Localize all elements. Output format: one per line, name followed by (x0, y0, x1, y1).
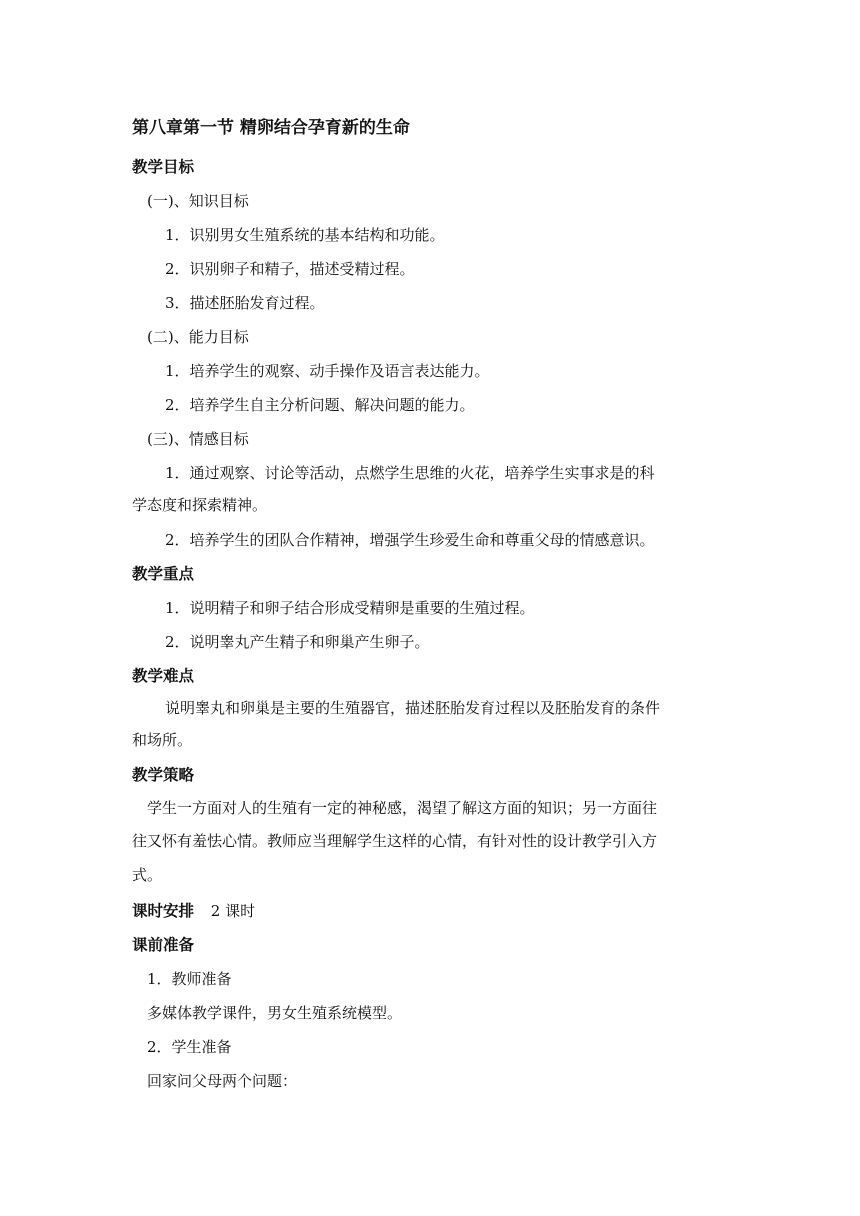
difficulties-heading: 教学难点 (132, 667, 195, 685)
emotion-item-1-line-2: 学态度和探索精神。 (132, 496, 268, 514)
strategy-line-3: 式。 (132, 866, 163, 884)
knowledge-item: 3．描述胚胎发育过程。 (165, 294, 325, 312)
knowledge-heading: (一)、知识目标 (147, 192, 249, 210)
knowledge-item: 1．识别男女生殖系统的基本结构和功能。 (165, 226, 445, 244)
student-prep-heading: 2．学生准备 (147, 1038, 232, 1056)
student-prep-text: 回家问父母两个问题： (147, 1072, 298, 1090)
document-title: 第八章第一节 精卵结合孕育新的生命 (132, 118, 410, 138)
teacher-prep-text: 多媒体教学课件，男女生殖系统模型。 (147, 1004, 403, 1022)
ability-item: 1．培养学生的观察、动手操作及语言表达能力。 (165, 362, 490, 380)
difficulties-line-2: 和场所。 (132, 731, 193, 749)
emotion-heading: (三)、情感目标 (147, 430, 249, 448)
emotion-item-1-line-1: 1．通过观察、讨论等活动，点燃学生思维的火花，培养学生实事求是的科 (165, 464, 655, 482)
strategy-line-2: 往又怀有羞怯心情。教师应当理解学生这样的心情，有针对性的设计教学引入方 (132, 832, 658, 850)
key-point-item: 2．说明睾丸产生精子和卵巢产生卵子。 (165, 633, 430, 651)
difficulties-line-1: 说明睾丸和卵巢是主要的生殖器官，描述胚胎发育过程以及胚胎发育的条件 (165, 699, 661, 717)
schedule-value: 2 课时 (210, 902, 256, 920)
key-point-item: 1．说明精子和卵子结合形成受精卵是重要的生殖过程。 (165, 599, 535, 617)
knowledge-item: 2．识别卵子和精子，描述受精过程。 (165, 260, 415, 278)
strategy-heading: 教学策略 (132, 766, 195, 784)
preparation-heading: 课前准备 (132, 936, 195, 954)
ability-heading: (二)、能力目标 (147, 328, 249, 346)
ability-item: 2．培养学生自主分析问题、解决问题的能力。 (165, 396, 475, 414)
objectives-heading: 教学目标 (132, 158, 195, 176)
schedule-heading: 课时安排 (132, 902, 195, 920)
schedule-row (132, 900, 255, 922)
key-points-heading: 教学重点 (132, 565, 195, 583)
strategy-line-1: 学生一方面对人的生殖有一定的神秘感，渴望了解这方面的知识；另一方面往 (147, 799, 658, 817)
emotion-item-2: 2．培养学生的团队合作精神，增强学生珍爱生命和尊重父母的情感意识。 (165, 531, 655, 549)
teacher-prep-heading: 1．教师准备 (147, 970, 232, 988)
